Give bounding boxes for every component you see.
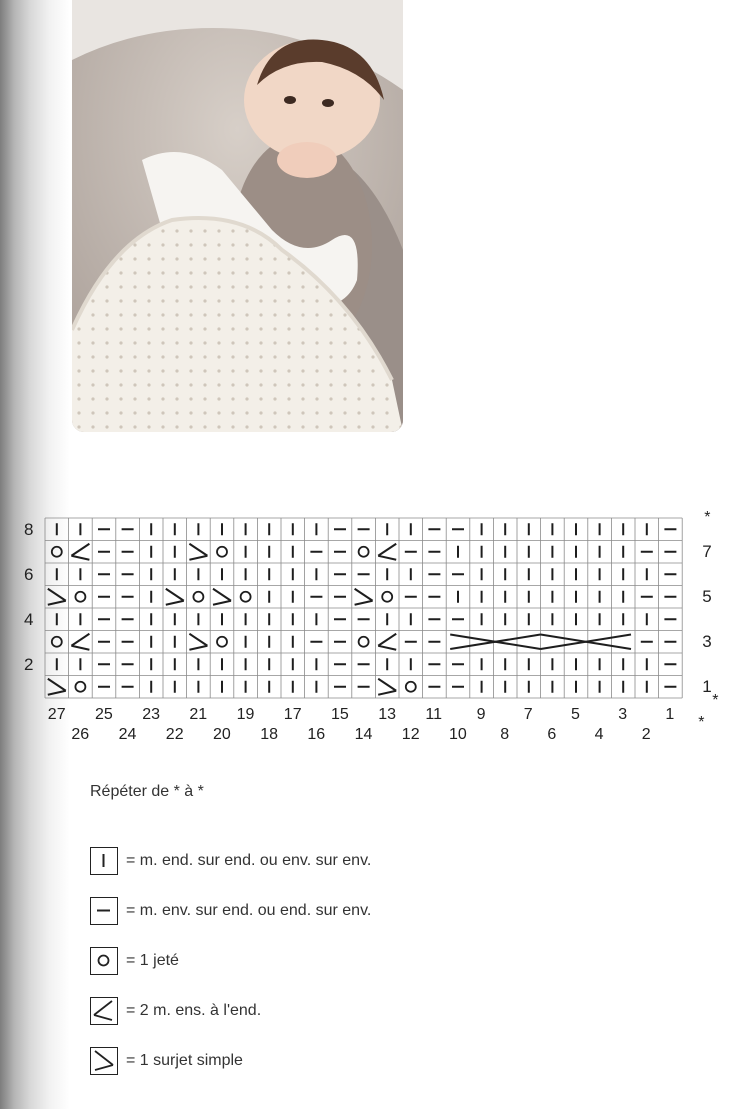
column-number: 26	[71, 726, 90, 743]
column-number: 25	[95, 706, 113, 723]
column-number: 3	[618, 706, 628, 723]
ssk-stitch	[355, 589, 373, 605]
column-number: 14	[354, 726, 373, 743]
purl-dash-icon	[90, 897, 118, 925]
ssk-stitch	[166, 589, 184, 605]
row-number-left: 8	[24, 520, 34, 539]
legend-text: = m. end. sur end. ou env. sur env.	[126, 852, 372, 869]
column-number: 18	[260, 726, 278, 743]
yarn-over	[52, 637, 62, 647]
column-number: 17	[283, 706, 302, 723]
knit-bar-icon	[90, 847, 118, 875]
ssk-icon	[90, 1047, 118, 1075]
column-number: 4	[594, 726, 604, 743]
yarn-over	[75, 682, 85, 692]
column-number: 22	[165, 726, 184, 743]
yarn-over	[241, 592, 251, 602]
yarn-over	[359, 637, 369, 647]
legend-text: = 1 surjet simple	[126, 1052, 243, 1069]
k2tog-stitch	[71, 544, 89, 560]
row-number-left: 2	[24, 655, 34, 674]
k2tog-stitch	[378, 544, 396, 560]
legend-text: = m. env. sur end. ou end. sur env.	[126, 902, 372, 919]
column-number: 6	[547, 726, 557, 743]
ssk-stitch	[378, 679, 396, 695]
legend-text: = 2 m. ens. à l'end.	[126, 1002, 262, 1019]
yarn-over	[382, 592, 392, 602]
yarn-over	[52, 547, 62, 557]
legend-item	[90, 945, 179, 977]
column-number: 12	[401, 726, 420, 743]
yarn-over-icon	[90, 947, 118, 975]
knitting-chart	[24, 509, 720, 755]
legend-text: = 1 jeté	[126, 952, 179, 969]
yarn-over	[217, 547, 227, 557]
row-number-right: 1	[702, 676, 712, 696]
column-number: 24	[118, 726, 137, 743]
legend-item	[90, 1045, 243, 1077]
column-number: 8	[500, 726, 510, 743]
legend-item	[90, 845, 371, 877]
column-number: 16	[307, 726, 326, 743]
ssk-stitch	[48, 679, 66, 695]
repeat-instruction: Répéter de * à *	[90, 783, 204, 800]
legend-item	[90, 995, 261, 1027]
row-number-left: 6	[24, 565, 34, 584]
row-number-right: 7	[702, 541, 712, 561]
repeat-marker: *	[704, 509, 711, 526]
k2tog-stitch	[378, 634, 396, 650]
yarn-over	[406, 682, 416, 692]
yarn-over	[75, 592, 85, 602]
column-number: 11	[425, 706, 442, 723]
column-number: 5	[571, 706, 580, 723]
repeat-marker: *	[698, 714, 705, 731]
column-number: 23	[142, 706, 160, 723]
yarn-over	[193, 592, 203, 602]
row-number-right: 3	[702, 631, 712, 651]
repeat-marker: *	[712, 692, 719, 709]
ssk-stitch	[213, 589, 231, 605]
chart-grid	[30, 515, 720, 755]
column-number: 27	[47, 706, 66, 723]
baby-photo-drawing	[72, 0, 403, 432]
column-number: 2	[641, 726, 651, 743]
yarn-over	[359, 547, 369, 557]
k2tog-stitch	[71, 634, 89, 650]
row-number-left: 4	[24, 610, 34, 629]
column-number: 7	[523, 706, 533, 723]
column-number: 21	[189, 706, 208, 723]
column-number: 13	[378, 706, 396, 723]
column-number: 10	[449, 726, 467, 743]
column-number: 19	[236, 706, 255, 723]
baby-photo	[72, 0, 403, 432]
legend-item	[90, 895, 371, 927]
column-number: 1	[665, 706, 675, 723]
row-number-right: 5	[702, 586, 712, 606]
ssk-stitch	[189, 634, 207, 650]
column-number: 20	[213, 726, 231, 743]
column-number: 15	[331, 706, 349, 723]
k2tog-icon	[90, 997, 118, 1025]
ssk-stitch	[48, 589, 66, 605]
column-number: 9	[476, 706, 486, 723]
yarn-over	[217, 637, 227, 647]
ssk-stitch	[189, 544, 207, 560]
